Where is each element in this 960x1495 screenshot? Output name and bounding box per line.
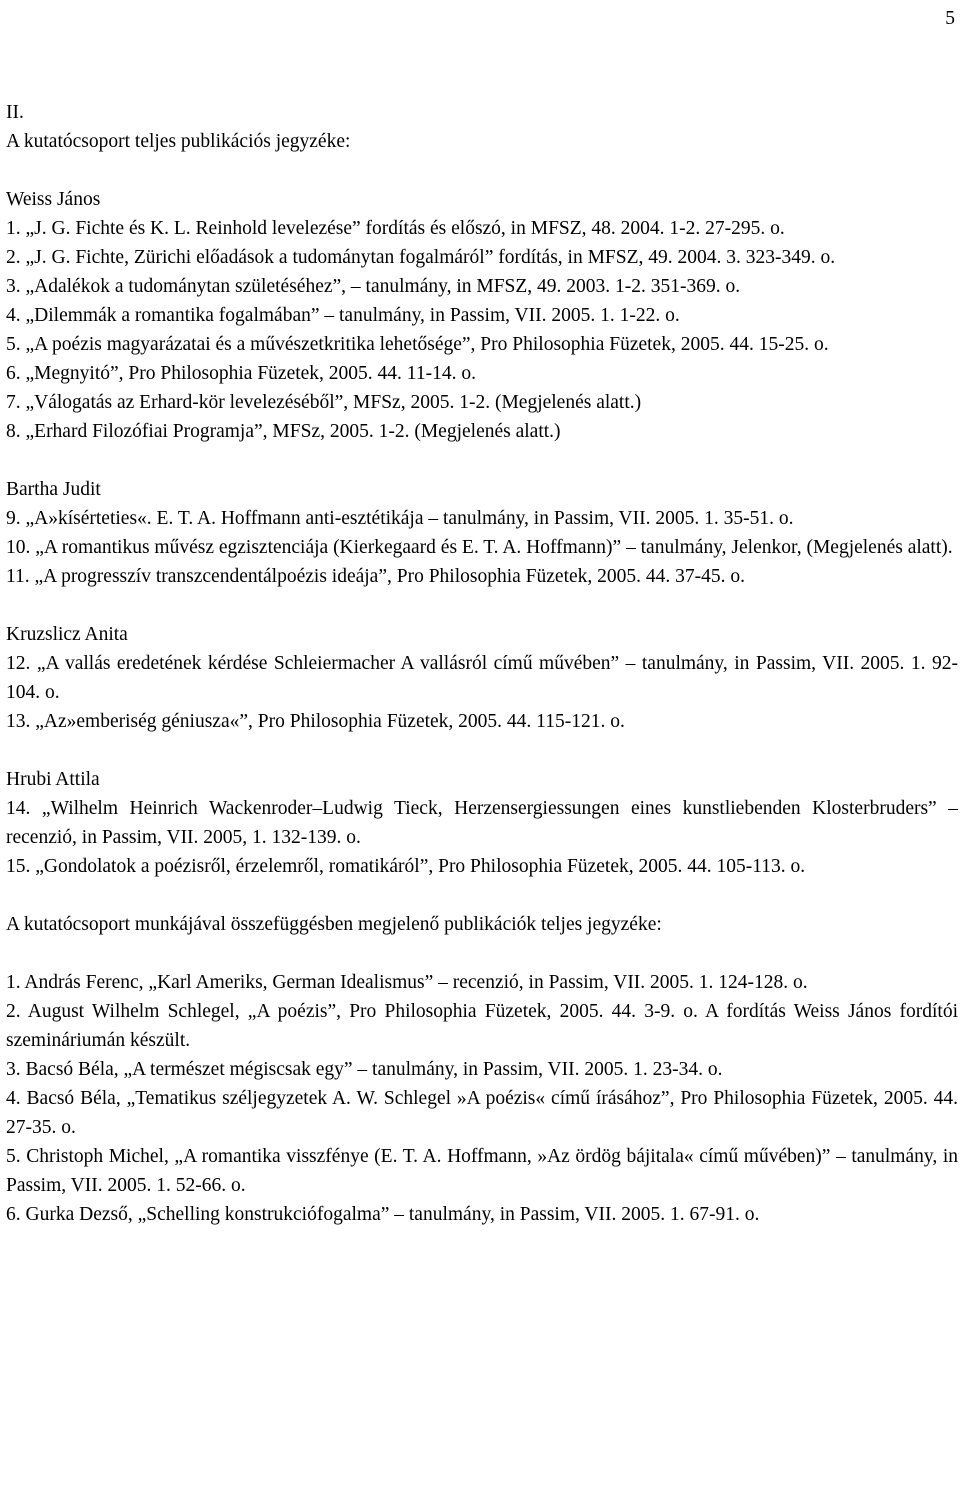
author-block-hrubi xyxy=(6,765,958,881)
page-number: 5 xyxy=(945,8,955,29)
spacer xyxy=(6,939,958,968)
related-publications xyxy=(6,968,958,1229)
publication-entry: 8. „Erhard Filozófiai Programja”, MFSz, 2005. 1-2. (Megjelenés alatt.) xyxy=(6,421,561,442)
author-name: Bartha Judit xyxy=(6,479,101,500)
related-entry: 5. Christoph Michel, „A romantika visszfénye (E. T. A. Hoffmann, »Az ördög bájitala« című művében)” – tanulmány, in Passim, VII. 2005. 1. 52-66. o. xyxy=(6,1146,958,1196)
publication-entry: 7. „Válogatás az Erhard-kör levelezéséből”, MFSz, 2005. 1-2. (Megjelenés alatt.) xyxy=(6,392,642,413)
related-section-title: A kutatócsoport munkájával összefüggésben megjelenő publikációk teljes jegyzéke: xyxy=(6,914,662,935)
publication-entry: 1. „J. G. Fichte és K. L. Reinhold levelezése” fordítás és előszó, in MFSZ, 48. 2004. 1-2. 27-295. o. xyxy=(6,218,785,239)
section-title: A kutatócsoport teljes publikációs jegyzéke: xyxy=(6,131,351,152)
document-body xyxy=(6,98,958,1229)
publication-entry: 3. „Adalékok a tudománytan születéséhez”, – tanulmány, in MFSZ, 49. 2003. 1-2. 351-369. o. xyxy=(6,276,741,297)
author-name: Weiss János xyxy=(6,189,101,210)
spacer xyxy=(6,881,958,910)
publication-entry: 12. „A vallás eredetének kérdése Schleiermacher A vallásról című művében” – tanulmány, in Passim, VII. 2005. 1. 92-104. o. xyxy=(6,653,958,703)
spacer xyxy=(6,591,958,620)
publication-entry: 9. „A»kísérteties«. E. T. A. Hoffmann anti-esztétikája – tanulmány, in Passim, VII. 2005. 1. 35-51. o. xyxy=(6,508,794,529)
publication-entry: 6. „Megnyitó”, Pro Philosophia Füzetek, 2005. 44. 11-14. o. xyxy=(6,363,476,384)
related-entry: 2. August Wilhelm Schlegel, „A poézis”, Pro Philosophia Füzetek, 2005. 44. 3-9. o. A fordítás Weiss János fordítói szemináriumán készült. xyxy=(6,1001,958,1051)
publication-entry: 15. „Gondolatok a poézisről, érzelemről, romatikáról”, Pro Philosophia Füzetek, 2005. 44. 105-113. o. xyxy=(6,856,806,877)
related-entry: 4. Bacsó Béla, „Tematikus széljegyzetek A. W. Schlegel »A poézis« című írásához”, Pro Philosophia Füzetek, 2005. 44. 27-35. o. xyxy=(6,1088,958,1138)
section-numeral: II. xyxy=(6,102,24,123)
author-block-kruzslicz xyxy=(6,620,958,736)
related-entry: 3. Bacsó Béla, „A természet mégiscsak egy” – tanulmány, in Passim, VII. 2005. 1. 23-34. o. xyxy=(6,1059,723,1080)
publication-entry: 5. „A poézis magyarázatai és a művészetkritika lehetősége”, Pro Philosophia Füzetek, 2005. 44. 15-25. o. xyxy=(6,334,829,355)
spacer xyxy=(6,736,958,765)
publication-entry: 11. „A progresszív transzcendentálpoézis ideája”, Pro Philosophia Füzetek, 2005. 44. 37-45. o. xyxy=(6,566,746,587)
author-block-bartha xyxy=(6,475,958,591)
related-entry: 1. András Ferenc, „Karl Ameriks, German Idealismus” – recenzió, in Passim, VII. 2005. 1. 124-128. o. xyxy=(6,972,808,993)
spacer xyxy=(6,156,958,185)
related-entry: 6. Gurka Dezső, „Schelling konstrukciófogalma” – tanulmány, in Passim, VII. 2005. 1. 67-91. o. xyxy=(6,1204,760,1225)
author-name: Kruzslicz Anita xyxy=(6,624,128,645)
author-block-weiss xyxy=(6,185,958,446)
publication-entry: 2. „J. G. Fichte, Zürichi előadások a tudománytan fogalmáról” fordítás, in MFSZ, 49. 2004. 3. 323-349. o. xyxy=(6,247,836,268)
author-name: Hrubi Attila xyxy=(6,769,100,790)
spacer xyxy=(6,446,958,475)
publication-entry: 10. „A romantikus művész egzisztenciája (Kierkegaard és E. T. A. Hoffmann)” – tanulmány, Jelenkor, (Megjelenés alatt). xyxy=(6,537,953,558)
publication-entry: 4. „Dilemmák a romantika fogalmában” – tanulmány, in Passim, VII. 2005. 1. 1-22. o. xyxy=(6,305,680,326)
publication-entry: 13. „Az»emberiség géniusza«”, Pro Philosophia Füzetek, 2005. 44. 115-121. o. xyxy=(6,711,625,732)
publication-entry: 14. „Wilhelm Heinrich Wackenroder–Ludwig Tieck, Herzensergiessungen eines kunstliebenden Klosterbruders” – recenzió, in Passim, VII. 2005, 1. 132-139. o. xyxy=(6,798,958,848)
